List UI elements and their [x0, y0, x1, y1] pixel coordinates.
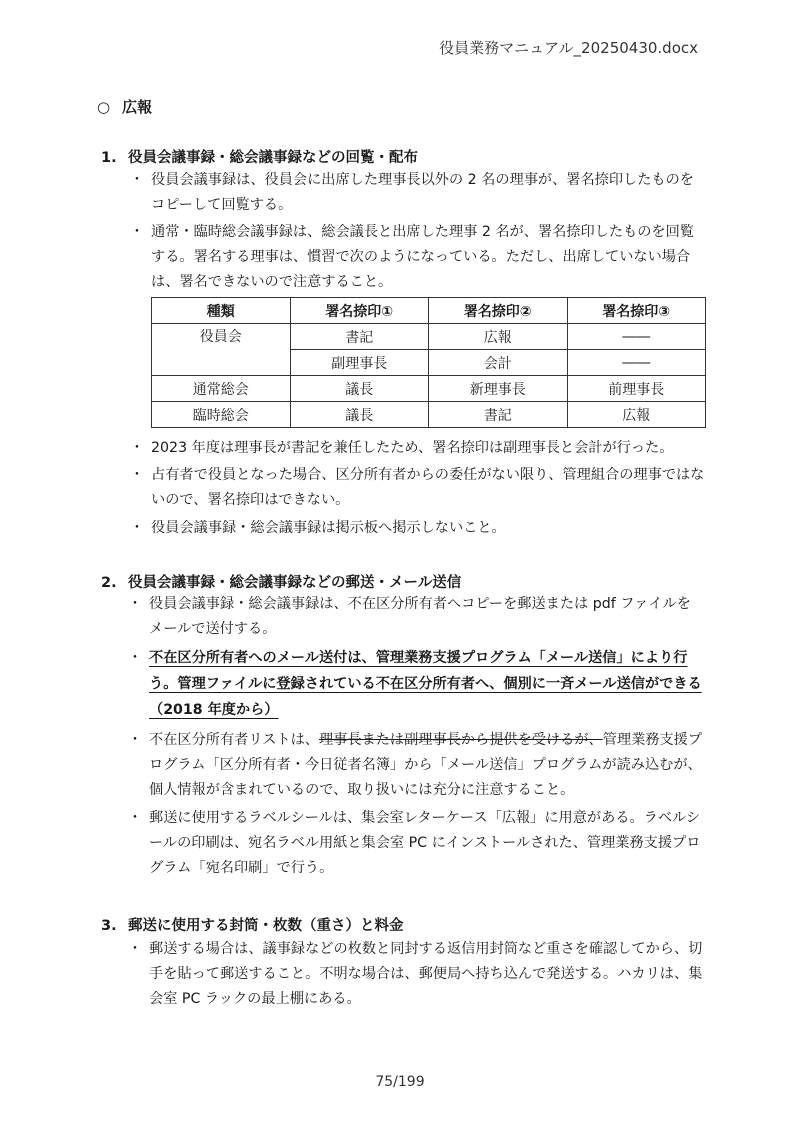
table-cell: 書記: [290, 324, 429, 350]
section-heading: [97, 96, 152, 117]
s2-bullet-2: [125, 645, 705, 723]
bullet-icon: ・: [129, 224, 145, 240]
table-row: [152, 324, 706, 350]
table-cell: 議長: [290, 402, 429, 428]
table-cell: ――: [567, 324, 706, 350]
bullet-icon: ・: [127, 732, 143, 748]
bullet-icon: ・: [129, 172, 145, 188]
table-cell: 広報: [567, 402, 706, 428]
s2-bullet-3: [125, 728, 705, 803]
s2-bullet-4: [125, 806, 705, 881]
s2-bullet-1: [125, 592, 705, 642]
table-cell: 新理事長: [429, 376, 568, 402]
s2-bullet-3-pre: 不在区分所有者リストは、: [149, 732, 319, 748]
document-filename: 役員業務マニュアル_20250430.docx: [439, 39, 698, 57]
s1-bullet-2: [127, 220, 707, 295]
bullet-icon: ・: [129, 467, 145, 483]
table-cell: 通常総会: [152, 376, 291, 402]
s1-bullet-5-text: 役員会議事録・総会議事録は掲示板へ掲示しないこと。: [151, 520, 506, 536]
bullet-icon: ・: [129, 440, 145, 456]
s2-bullet-2-text: 不在区分所有者へのメール送付は、管理業務支援プログラム「メール送信」により行う。管理ファイルに登録されている不在区分所有者へ、個別に一斉メール送信ができる（2018 年度から）: [149, 650, 702, 718]
table-row: [152, 376, 706, 402]
table-cell: 広報: [429, 324, 568, 350]
table-cell: 議長: [290, 376, 429, 402]
s1-bullet-2-text: 通常・臨時総会議事録は、総会議長と出席した理事 2 名が、署名捺印したものを回覧する。署名する理事は、慣習で次のようになっている。ただし、出席していない場合は、署名できないので注意すること。: [151, 224, 694, 290]
bullet-icon: ・: [129, 520, 145, 536]
bullet-icon: ・: [127, 810, 143, 826]
table-cell: 会計: [429, 350, 568, 376]
table-cell: ――: [567, 350, 706, 376]
heading-2-title: 役員会議事録・総会議事録などの郵送・メール送信: [128, 575, 462, 591]
table-header-cell: 署名捺印②: [429, 298, 568, 324]
s1-bullet-1-text: 役員会議事録は、役員会に出席した理事長以外の 2 名の理事が、署名捺印したものをコピーして回覧する。: [151, 172, 694, 213]
s1-bullet-3: [127, 436, 707, 461]
s3-bullet-1-text: 郵送する場合は、議事録などの枚数と同封する返信用封筒など重さを確認してから、切手を貼って郵送すること。不明な場合は、郵便局へ持ち込んで発送する。ハカリは、集会室 PC ラックの最上棚にある。: [149, 941, 703, 1007]
s2-bullet-1-text: 役員会議事録・総会議事録は、不在区分所有者へコピーを郵送または pdf ファイルをメールで送付する。: [149, 596, 691, 637]
table-cell: 書記: [429, 402, 568, 428]
bullet-icon: ・: [127, 941, 143, 957]
heading-1-number: 1.: [101, 150, 117, 166]
s2-bullet-4-text: 郵送に使用するラベルシールは、集会室レターケース「広報」に用意がある。ラベルシールの印刷は、宛名ラベル用紙と集会室 PC にインストールされた、管理業務支援プログラム「宛名印刷」で行う。: [149, 810, 701, 876]
page-number: 75/199: [375, 1074, 425, 1090]
s2-bullet-3-strikethrough: 理事長または副理事長から提供を受けるが、: [318, 732, 603, 748]
s3-bullet-1: [125, 937, 705, 1012]
s1-bullet-5: [127, 516, 707, 541]
s1-bullet-4-text: 占有者で役員となった場合、区分所有者からの委任がない限り、管理組合の理事ではないので、署名捺印はできない。: [151, 467, 705, 508]
heading-3: [101, 914, 404, 935]
table-cell: 臨時総会: [152, 402, 291, 428]
bullet-icon: ・: [127, 596, 143, 612]
s1-bullet-4: [127, 463, 707, 513]
heading-2-number: 2.: [101, 575, 117, 591]
table-header-cell: 署名捺印①: [290, 298, 429, 324]
signature-table: [151, 297, 706, 428]
heading-2: [101, 571, 461, 592]
s2-bullet-3-post: 管理業務支援プログラム「区分所有者・今日従者名簿」から「メール送信」プログラムが読み込むが、個人情報が含まれているので、取り扱いには充分に注意すること。: [149, 732, 703, 798]
table-cell: 役員会: [152, 324, 291, 376]
table-row: [152, 402, 706, 428]
s1-bullet-1: [127, 168, 707, 218]
heading-1: [101, 146, 418, 167]
table-cell: 副理事長: [290, 350, 429, 376]
table-header-cell: 種類: [152, 298, 291, 324]
s1-bullet-3-text: 2023 年度は理事長が書記を兼任したため、署名捺印は副理事長と会計が行った。: [151, 440, 674, 456]
table-cell: 前理事長: [567, 376, 706, 402]
bullet-icon: ・: [127, 650, 143, 666]
heading-3-title: 郵送に使用する封筒・枚数（重さ）と料金: [128, 918, 404, 934]
section-title-text: 広報: [122, 98, 153, 116]
heading-1-title: 役員会議事録・総会議事録などの回覧・配布: [128, 150, 418, 166]
table-header-cell: 署名捺印③: [567, 298, 706, 324]
table-header-row: [152, 298, 706, 324]
section-marker: ○: [97, 98, 111, 116]
s2-bullet-3-text: [125, 728, 705, 803]
heading-3-number: 3.: [101, 918, 117, 934]
